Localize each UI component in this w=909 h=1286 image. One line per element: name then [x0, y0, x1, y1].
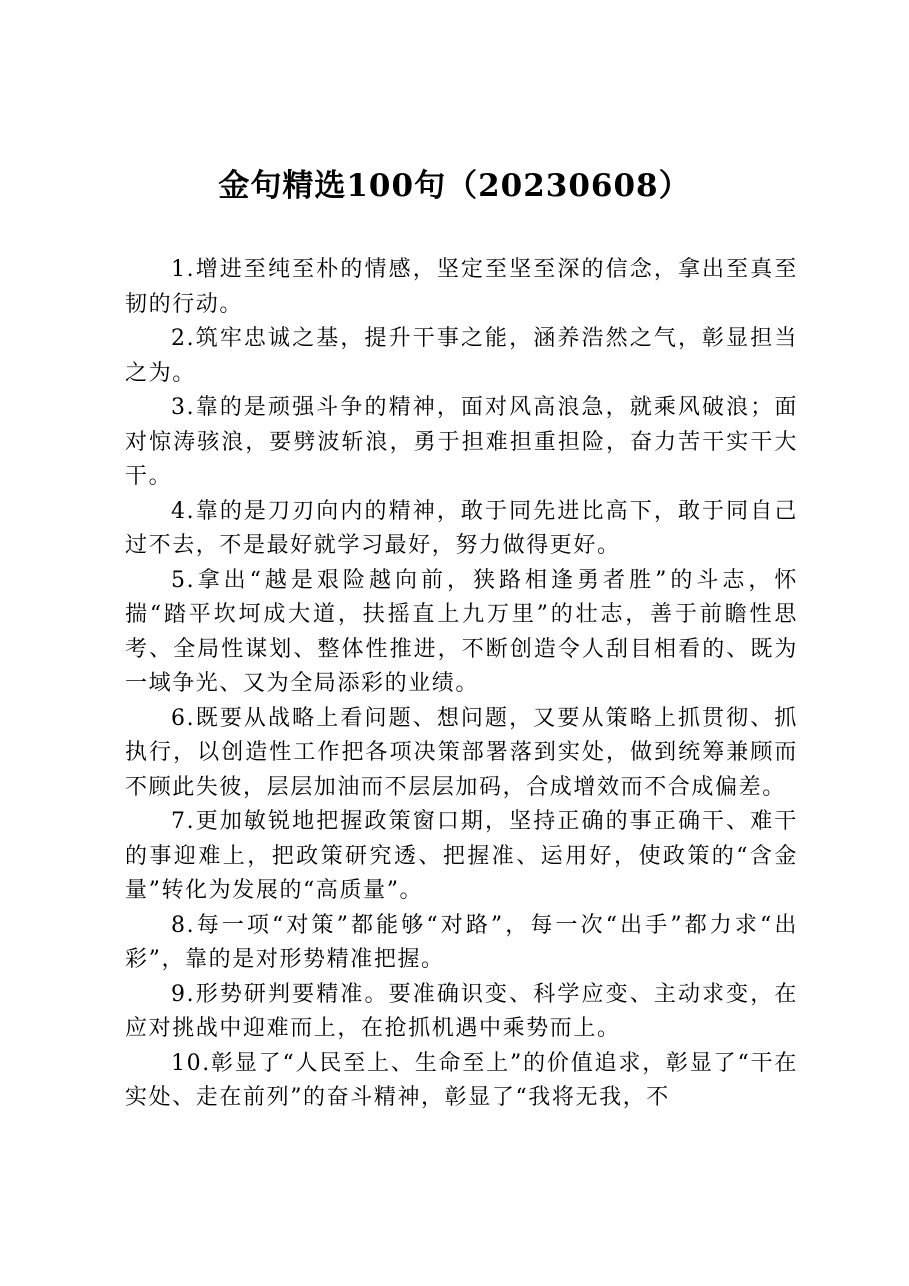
- paragraph-6: 6.既要从战略上看问题、想问题，又要从策略上抓贯彻、抓执行，以创造性工作把各项决策部署落到实处，做到统筹兼顾而不顾此失彼，层层加油而不层层加码，合成增效而不合成偏差。: [125, 705, 798, 800]
- paragraph-7: 7.更加敏锐地把握政策窗口期，坚持正确的事正确干、难干的事迎难上，把政策研究透、把握准、运用好，使政策的“含金量”转化为发展的“高质量”。: [125, 809, 798, 903]
- paragraph-10: 10.彰显了“人民至上、生命至上”的价值追求，彰显了“干在实处、走在前列”的奋斗精神，彰显了“我将无我，不: [125, 1050, 798, 1110]
- paragraph-8: 8.每一项“对策”都能够“对路”，每一次“出手”都力求“出彩”，靠的是对形势精准把握。: [125, 912, 798, 972]
- paragraph-5: 5.拿出“越是艰险越向前，狭路相逢勇者胜”的斗志，怀揣“踏平坎坷成大道，扶摇直上九万里”的壮志，善于前瞻性思考、全局性谋划、整体性推进，不断创造令人刮目相看的、既为一域争光、又为全局添彩的业绩。: [125, 567, 798, 696]
- paragraph-9: 9.形势研判要精准。要准确识变、科学应变、主动求变，在应对挑战中迎难而上，在抢抓机遇中乘势而上。: [125, 981, 798, 1041]
- document-title: 金句精选100句（20230608）: [218, 168, 691, 204]
- document-body: [125, 253, 798, 1116]
- paragraph-4: 4.靠的是刀刃向内的精神，敢于同先进比高下，敢于同自己过不去，不是最好就学习最好，努力做得更好。: [125, 498, 798, 558]
- paragraph-1: 1.增进至纯至朴的情感，坚定至坚至深的信念，拿出至真至韧的行动。: [125, 257, 798, 317]
- paragraph-2: 2.筑牢忠诚之基，提升干事之能，涵养浩然之气，彰显担当之为。: [125, 326, 798, 386]
- paragraph-3: 3.靠的是顽强斗争的精神，面对风高浪急，就乘风破浪；面对惊涛骇浪，要劈波斩浪，勇于担难担重担险，奋力苦干实干大干。: [125, 395, 798, 489]
